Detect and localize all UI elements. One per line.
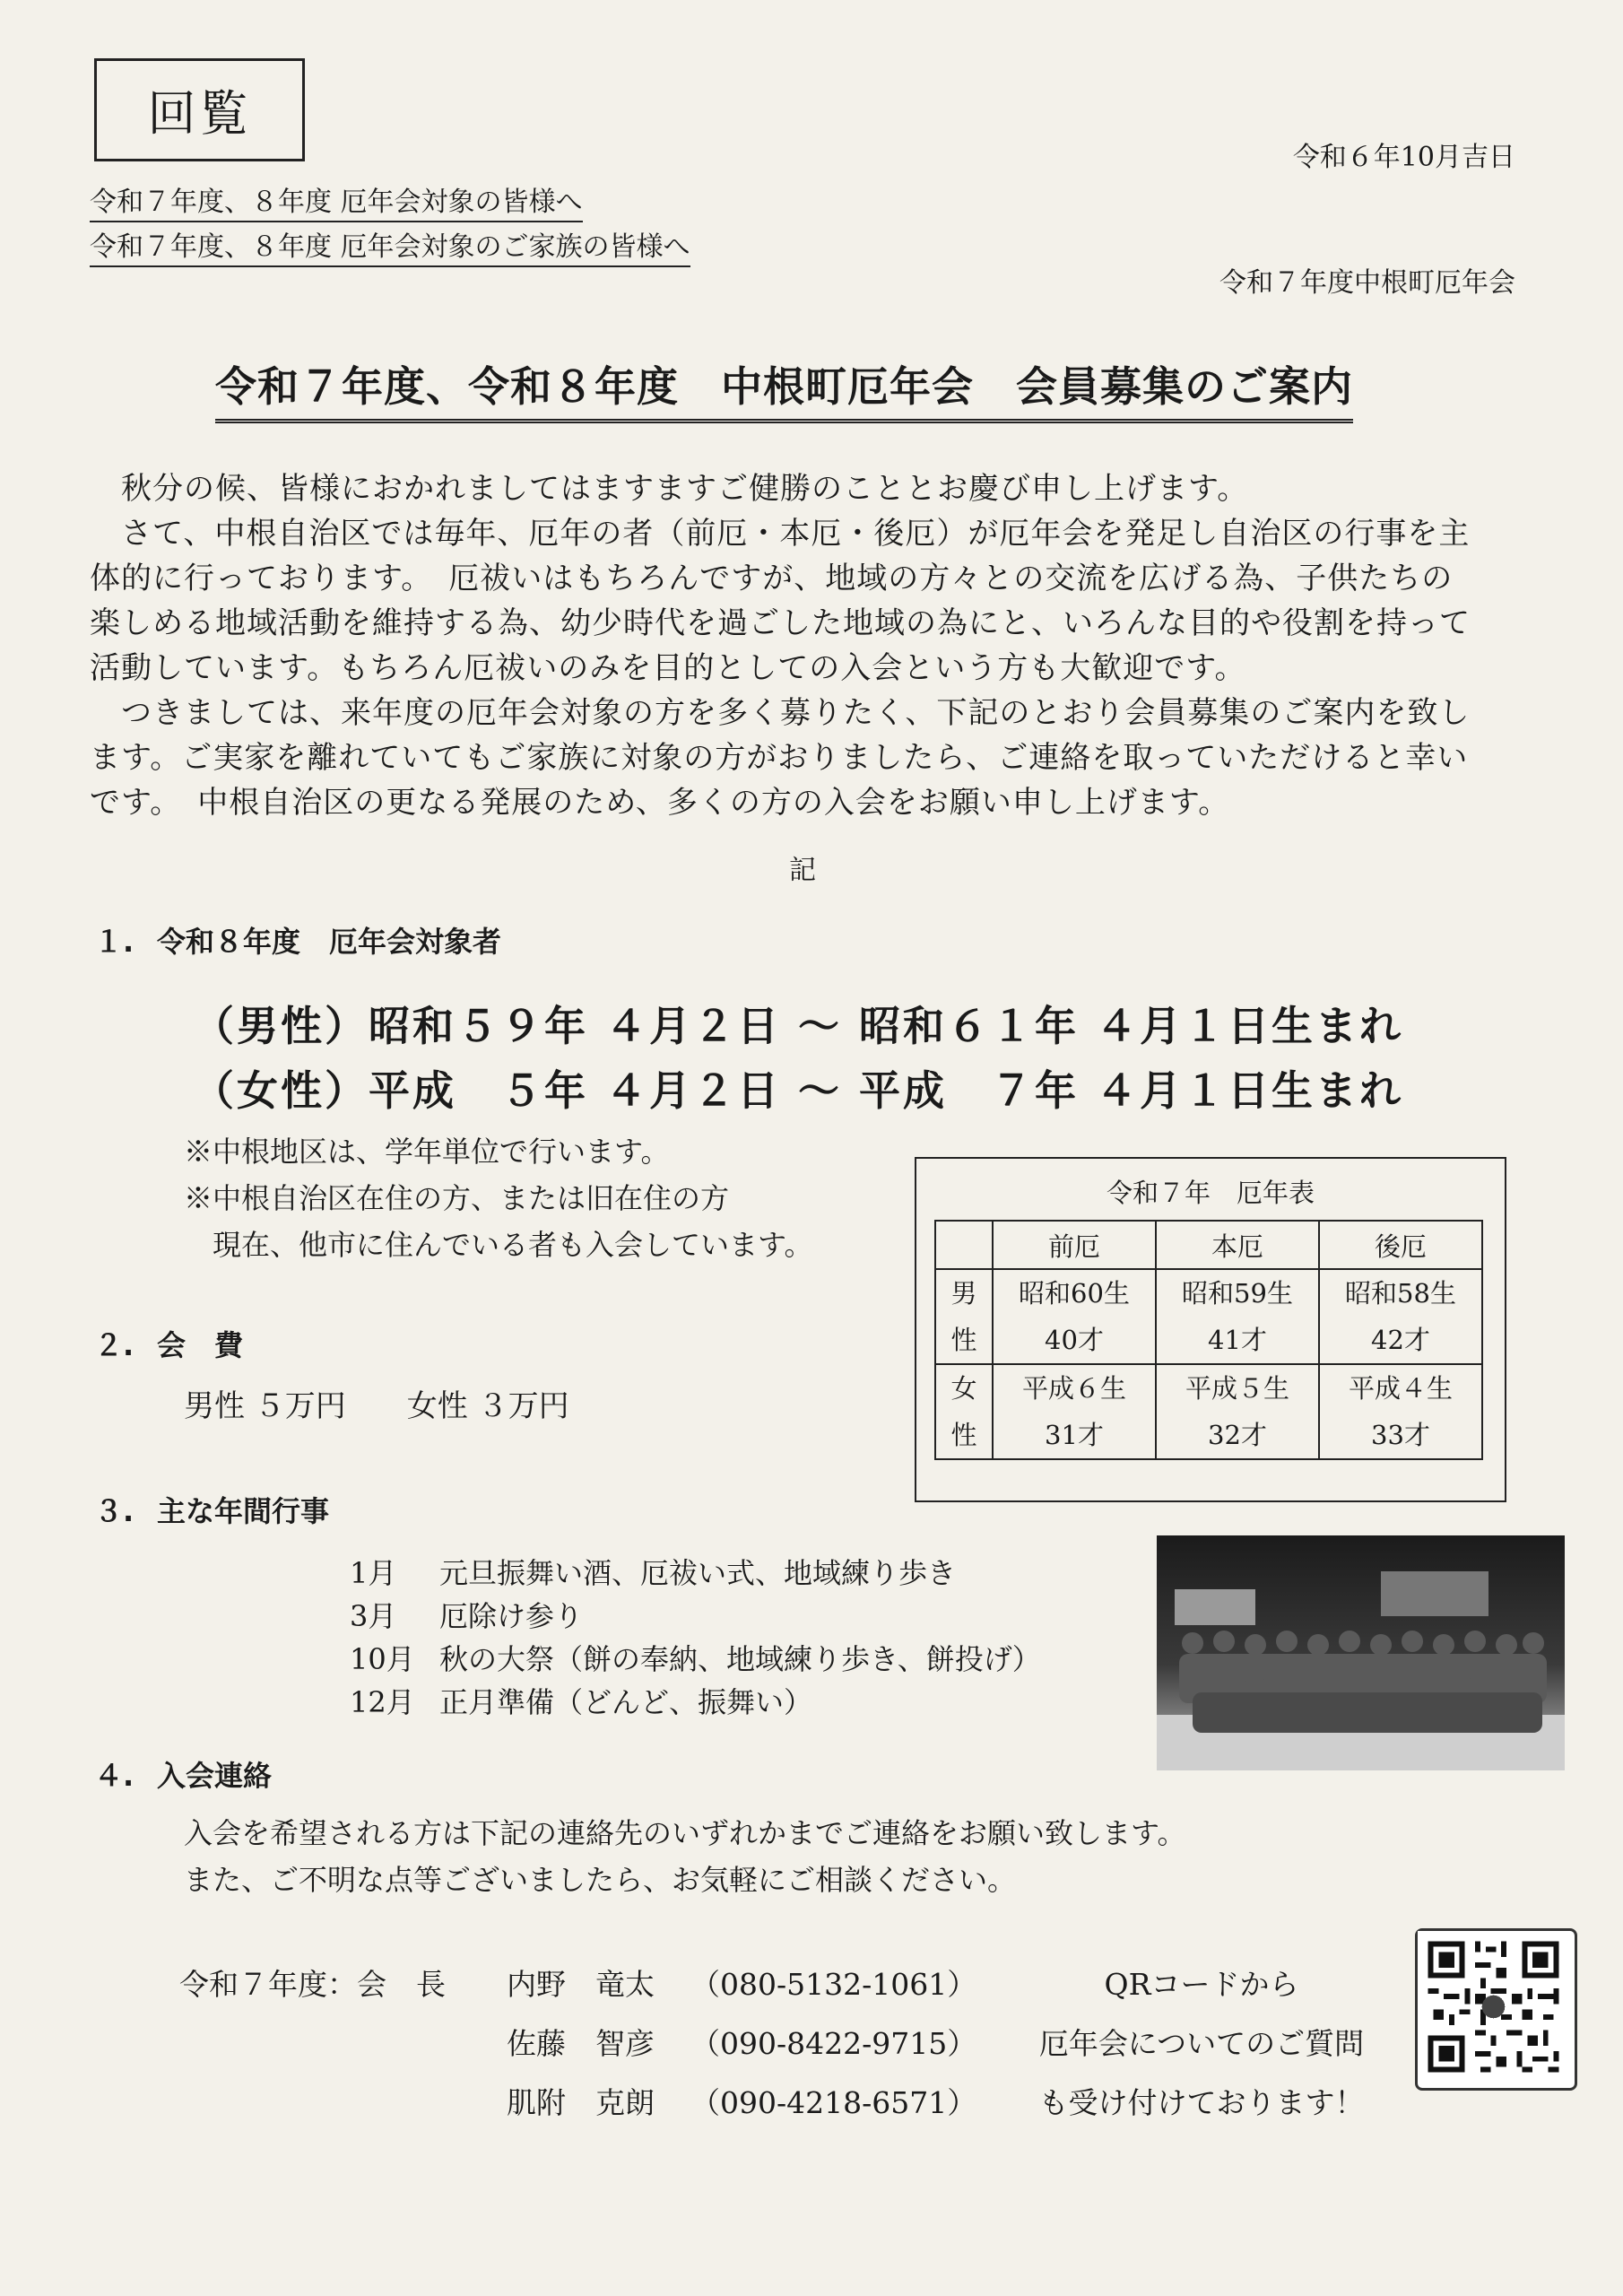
body-line: 体的に行っております。 厄祓いはもちろんですが、地域の方々との交流を広げる為、子供たちの: [90, 561, 1454, 596]
section-title: 入会連絡: [157, 1759, 273, 1793]
event-month: 3月: [350, 1599, 397, 1633]
note-line: ※中根自治区在住の方、または旧在住の方: [184, 1181, 730, 1215]
qr-caption-line: 厄年会についてのご質問: [1038, 2026, 1365, 2061]
section-number: ３.: [94, 1494, 135, 1528]
contact-name: 肌附 克朗: [507, 2085, 655, 2120]
cell-era: 昭和60生: [1019, 1278, 1130, 1309]
header-honyaku: 本厄: [1156, 1221, 1319, 1269]
body-line: つきましては、来年度の厄年会対象の方を多く募りたく、下記のとおり会員募集のご案内を致し: [90, 695, 1471, 731]
target-female: （女性）平成 ５年 ４月２日 ～ 平成 ７年 ４月１日生まれ: [193, 1066, 1404, 1115]
table-header-row: [935, 1221, 1482, 1269]
intro-line: また、ご不明な点等ございましたら、お気軽にご相談ください。: [184, 1863, 1017, 1897]
event-item: [350, 1595, 1041, 1638]
section-4-heading: [94, 1753, 272, 1795]
cell-era: 平成５生: [1185, 1373, 1289, 1404]
page-title: 令和７年度、令和８年度 中根町厄年会 会員募集のご案内: [215, 354, 1353, 423]
event-item: [350, 1638, 1041, 1681]
cell-age: 33才: [1371, 1420, 1430, 1450]
table-row-male: [935, 1269, 1482, 1364]
yakudoshi-table-box: [915, 1157, 1506, 1502]
cell-era: 昭和59生: [1182, 1278, 1293, 1309]
sender: 令和７年度中根町厄年会: [1219, 267, 1515, 299]
section-title: 令和８年度 厄年会対象者: [157, 925, 502, 959]
section-title: 会 費: [157, 1328, 244, 1362]
note-line: 現在、他市に住んでいる者も入会しています。: [184, 1228, 813, 1262]
body-line: さて、中根自治区では毎年、厄年の者（前厄・本厄・後厄）が厄年会を発足し自治区の行事を主: [90, 516, 1471, 552]
event-month: 10月: [350, 1642, 415, 1676]
table-title: 令和７年 厄年表: [1106, 1178, 1315, 1208]
cell: [1319, 1269, 1482, 1364]
cell-age: 32才: [1208, 1420, 1267, 1450]
group-photo-image: [1157, 1535, 1565, 1770]
cell-era: 昭和58生: [1345, 1278, 1456, 1309]
body-text: [90, 466, 1524, 825]
contact-name: 内野 竜太: [507, 1967, 655, 2002]
cell-era: 平成４生: [1348, 1373, 1453, 1404]
qr-code-icon: [1418, 1931, 1569, 2083]
label-char: 性: [950, 1325, 977, 1355]
cell: [993, 1269, 1156, 1364]
section-number: ２.: [94, 1328, 135, 1362]
qr-caption-line: QRコードから: [1104, 1967, 1299, 2002]
yakudoshi-table: [934, 1220, 1483, 1460]
event-desc: 厄除け参り: [439, 1599, 584, 1633]
qr-caption: [1013, 1955, 1390, 2133]
cell: [993, 1364, 1156, 1459]
contact-phone: （090-8422-9715）: [690, 2026, 977, 2061]
cell: [1156, 1364, 1319, 1459]
cell: [1319, 1364, 1482, 1459]
event-desc: 秋の大祭（餅の奉納、地域練り歩き、餅投げ）: [439, 1642, 1041, 1676]
event-item: [350, 1552, 1041, 1595]
qr-code[interactable]: [1415, 1928, 1577, 2091]
kairan-label: 回覧: [147, 85, 252, 142]
section-title: 主な年間行事: [157, 1494, 330, 1528]
contact-names: [507, 1955, 655, 2133]
cell-era: 平成６生: [1021, 1373, 1126, 1404]
group-photo: [1157, 1535, 1565, 1770]
contact-intro: [184, 1810, 1185, 1903]
table-corner: [935, 1221, 993, 1269]
issue-date: 令和６年10月吉日: [1292, 142, 1515, 173]
cell-age: 40才: [1045, 1325, 1104, 1355]
qr-caption-line: も受け付けております！: [1038, 2085, 1365, 2120]
table-row-female: [935, 1364, 1482, 1459]
event-item: [350, 1681, 1041, 1724]
notes: [184, 1128, 812, 1268]
contact-phone: （090-4218-6571）: [690, 2085, 977, 2120]
label-char: 性: [950, 1420, 977, 1450]
addressee-line-2: 令和７年度、８年度 厄年会対象のご家族の皆様へ: [90, 224, 690, 267]
event-month: 1月: [350, 1556, 397, 1590]
row-label-male: [935, 1269, 993, 1364]
note-line: ※中根地区は、学年単位で行います。: [184, 1135, 670, 1169]
addressee-line-1: 令和７年度、８年度 厄年会対象の皆様へ: [90, 179, 583, 222]
body-line: 秋分の候、皆様におかれましてはますますご健勝のこととお慶び申し上げます。: [90, 471, 1249, 507]
target-male: （男性）昭和５９年 ４月２日 ～ 昭和６１年 ４月１日生まれ: [193, 1002, 1404, 1050]
section-3-heading: [94, 1489, 329, 1530]
ki-mark: 記: [789, 855, 816, 886]
event-list: [350, 1552, 1041, 1724]
label-char: 女: [950, 1373, 977, 1404]
cell-age: 41才: [1208, 1325, 1267, 1355]
event-desc: 正月準備（どんど、振舞い）: [439, 1685, 813, 1719]
section-number: １.: [94, 925, 135, 959]
fee-text: 男性 ５万円 女性 ３万円: [184, 1388, 569, 1424]
cell: [1156, 1269, 1319, 1364]
event-desc: 元旦振舞い酒、厄祓い式、地域練り歩き: [439, 1556, 957, 1590]
cell-age: 31才: [1045, 1420, 1104, 1450]
contact-label: 令和７年度：会 長: [179, 1967, 446, 2002]
contact-phones: [690, 1955, 976, 2133]
section-2-heading: [94, 1323, 243, 1364]
label-char: 男: [950, 1278, 977, 1309]
header-atoyaku: 後厄: [1319, 1221, 1482, 1269]
body-line: 楽しめる地域活動を維持する為、幼少時代を過ごした地域の為にと、いろんな目的や役割を持って: [90, 605, 1471, 641]
section-1-heading: [94, 919, 501, 961]
body-line: 活動しています。もちろん厄祓いのみを目的としての入会という方も大歓迎です。: [90, 650, 1246, 686]
body-line: ます。ご実家を離れていてもご家族に対象の方がおりましたら、ご連絡を取っていただけると幸い: [90, 740, 1469, 776]
kairan-box: [94, 58, 305, 161]
body-line: です。 中根自治区の更なる発展のため、多くの方の入会をお願い申し上げます。: [90, 785, 1230, 821]
contact-phone: （080-5132-1061）: [690, 1967, 977, 2002]
intro-line: 入会を希望される方は下記の連絡先のいずれかまでご連絡をお願い致します。: [184, 1816, 1186, 1850]
header-maeyaku: 前厄: [993, 1221, 1156, 1269]
event-month: 12月: [350, 1685, 415, 1719]
contact-name: 佐藤 智彦: [507, 2026, 655, 2061]
section-number: ４.: [94, 1759, 135, 1793]
row-label-female: [935, 1364, 993, 1459]
cell-age: 42才: [1371, 1325, 1430, 1355]
